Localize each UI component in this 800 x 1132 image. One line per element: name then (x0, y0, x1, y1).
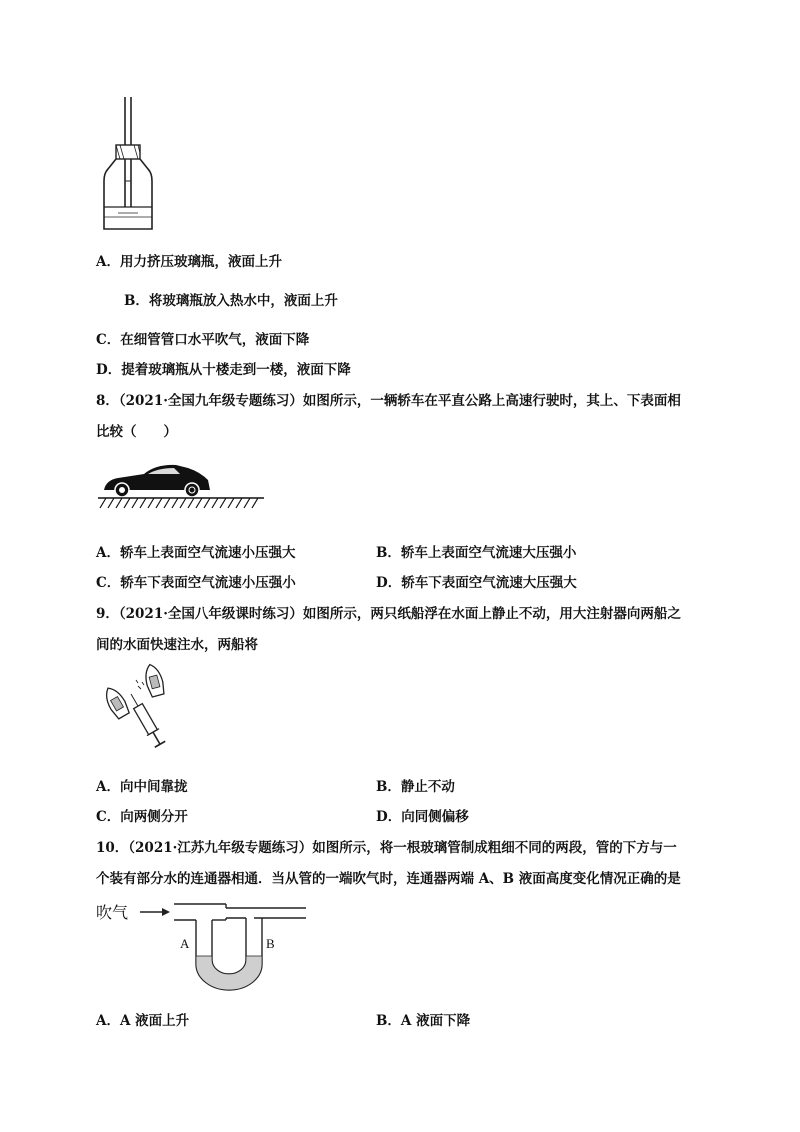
q7-option-a: A．用力挤压玻璃瓶，液面上升 (96, 254, 282, 270)
q8-option-a: A．轿车上表面空气流速小压强大 (96, 545, 296, 561)
q7-option-c: C．在细管管口水平吹气，液面下降 (96, 332, 310, 348)
q8-stem-line2: 比较（ ） (96, 424, 177, 440)
q10-stem-line1: 10．（2021·江苏九年级专题练习）如图所示，将一根玻璃管制成粗细不同的两段，管的下方与一 (96, 840, 677, 856)
boats-syringe-figure (98, 662, 188, 754)
bottle-figure (98, 95, 158, 235)
q9-option-b: B．静止不动 (376, 779, 455, 795)
q8-option-c: C．轿车下表面空气流速小压强小 (96, 575, 296, 591)
car-figure (96, 460, 266, 512)
q8-option-d: D．轿车下表面空气流速大压强大 (376, 575, 577, 591)
q9-option-d: D．向同侧偏移 (376, 809, 469, 825)
q10-stem-line2: 个装有部分水的连通器相通．当从管的一端吹气时，连通器两端 A、B 液面高度变化情况正确的是 (96, 871, 681, 887)
q7-option-b: B．将玻璃瓶放入热水中，液面上升 (124, 293, 338, 309)
q9-stem-line1: 9．（2021·全国八年级课时练习）如图所示，两只纸船浮在水面上静止不动，用大注射器向两船之 (96, 606, 681, 622)
label-b: B (266, 936, 275, 951)
q9-option-c: C．向两侧分开 (96, 809, 188, 825)
label-a: A (180, 936, 190, 951)
q10-option-a: A．A 液面上升 (96, 1013, 190, 1029)
q8-stem-line1: 8．（2021·全国九年级专题练习）如图所示，一辆轿车在平直公路上高速行驶时，其上、下表面相 (96, 393, 681, 409)
q9-stem-line2: 间的水面快速注水，两船将 (96, 637, 258, 653)
blow-label: 吹气 (96, 903, 129, 922)
connected-vessel-figure (96, 896, 326, 992)
q8-option-b: B．轿车上表面空气流速大压强小 (376, 545, 577, 561)
q7-option-d: D．提着玻璃瓶从十楼走到一楼，液面下降 (96, 362, 351, 378)
q9-option-a: A．向中间靠拢 (96, 779, 188, 795)
q10-option-b: B．A 液面下降 (376, 1013, 471, 1029)
